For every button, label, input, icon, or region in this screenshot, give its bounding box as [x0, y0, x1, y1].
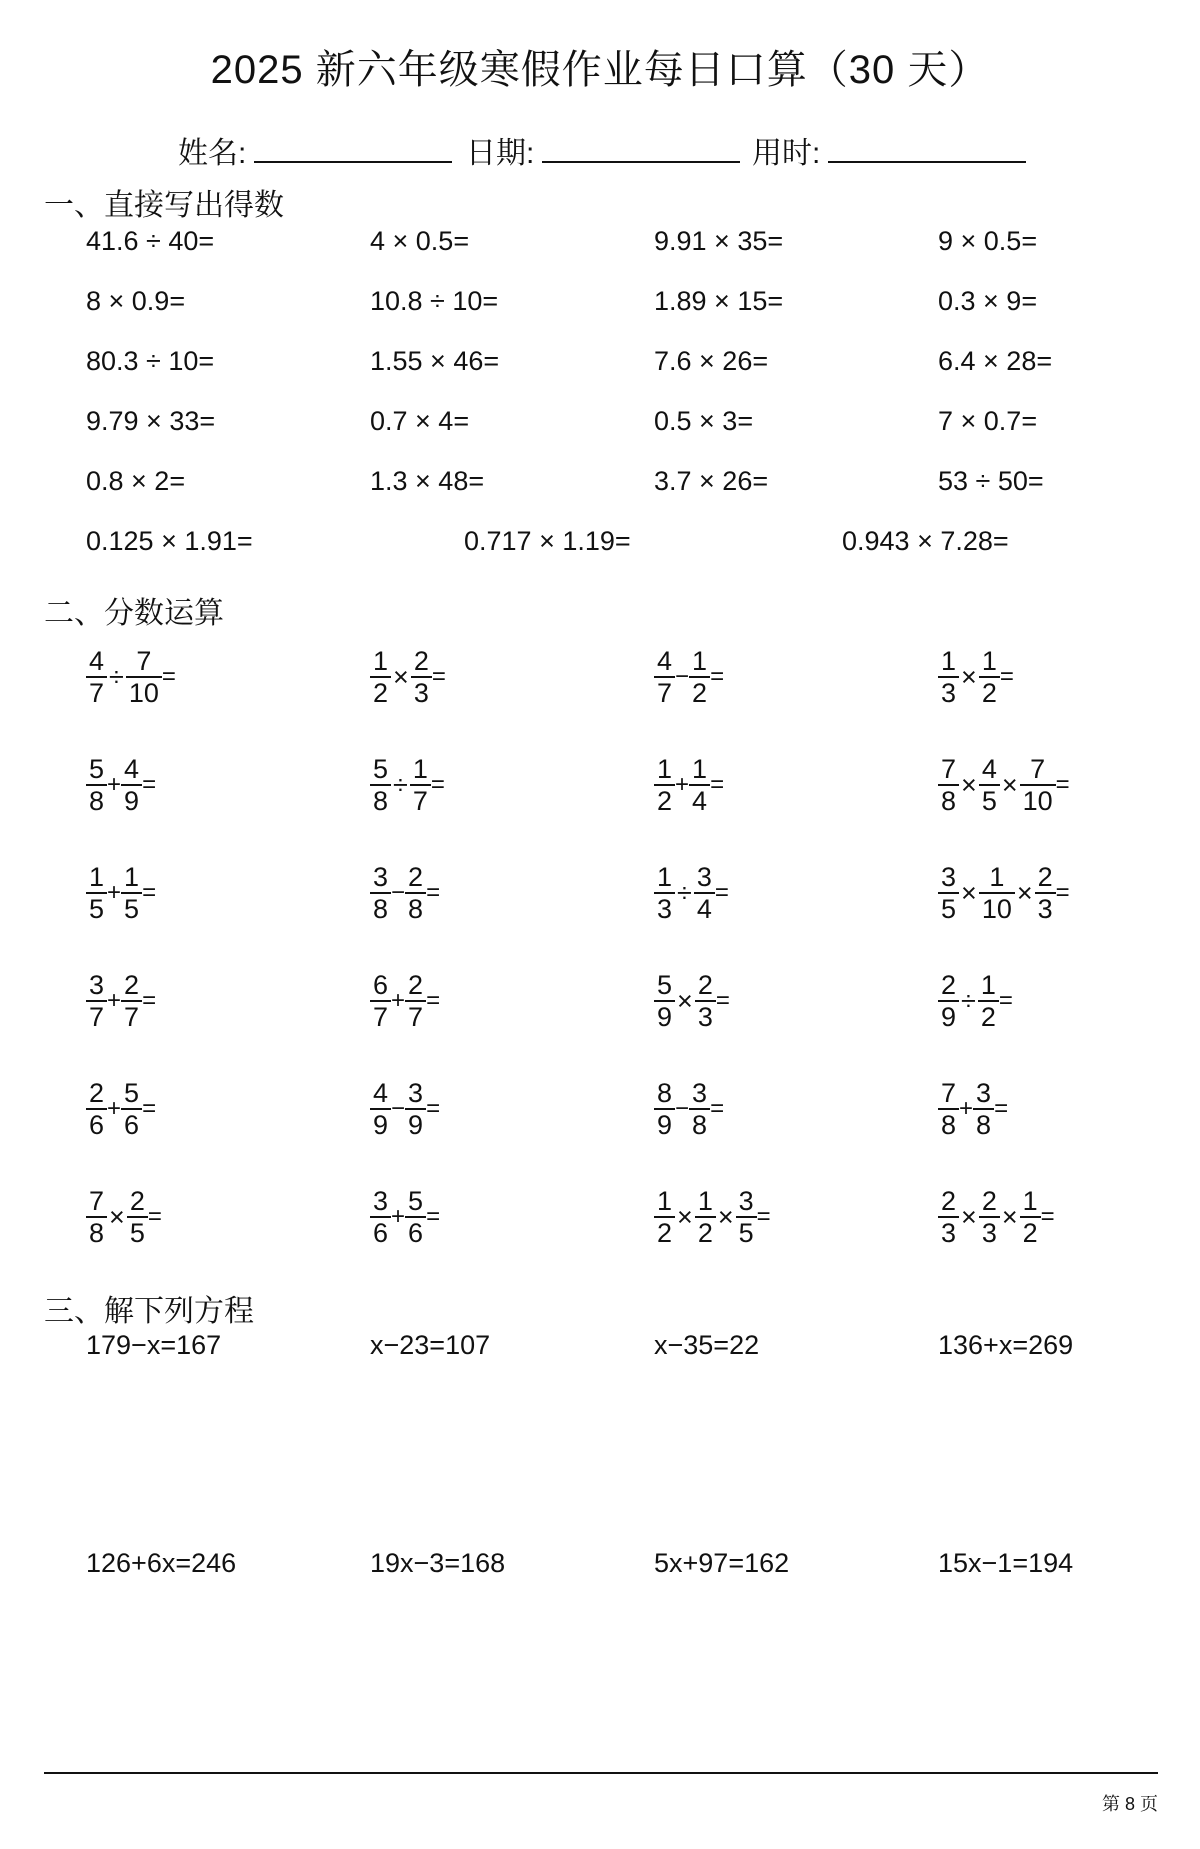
date-blank[interactable]	[542, 137, 740, 163]
denominator: 10	[126, 676, 162, 708]
operator: ×	[677, 1201, 693, 1232]
denominator: 9	[405, 1108, 426, 1140]
numerator: 1	[692, 754, 708, 784]
numerator: 1	[697, 1186, 713, 1216]
fraction	[973, 1078, 994, 1140]
numerator: 3	[373, 862, 389, 892]
calc-problem: 10.8 ÷ 10=	[370, 286, 499, 316]
fraction	[121, 754, 142, 816]
calc-problem: 0.717 × 1.19=	[464, 526, 631, 556]
calc-problem: 6.4 × 28=	[938, 346, 1053, 376]
equals-sign: =	[147, 1203, 162, 1230]
denominator: 6	[121, 1108, 142, 1140]
denominator: 9	[654, 1108, 675, 1140]
denominator: 7	[405, 1000, 426, 1032]
fraction	[979, 1186, 1000, 1248]
operator: ×	[1001, 769, 1018, 800]
page-number: 第 8 页	[1101, 1794, 1158, 1814]
denominator: 9	[938, 1000, 959, 1032]
equation-problem: 15x−1=194	[938, 1548, 1074, 1578]
equals-sign: =	[710, 1095, 725, 1122]
calc-problem: 9 × 0.5=	[938, 226, 1038, 256]
denominator: 2	[654, 784, 675, 816]
numerator: 2	[408, 862, 424, 892]
fraction	[654, 862, 675, 924]
equals-sign: =	[142, 771, 157, 798]
fraction-problem	[938, 862, 1070, 924]
denominator: 7	[121, 1000, 142, 1032]
operator: ×	[961, 1201, 977, 1232]
name-field[interactable]	[178, 128, 452, 172]
fraction	[654, 754, 675, 816]
date-label: 日期:	[466, 137, 535, 170]
calc-problem: 7.6 × 26=	[654, 346, 769, 376]
denominator: 8	[370, 784, 391, 816]
denominator: 8	[405, 892, 426, 924]
operator: ×	[1001, 1201, 1018, 1232]
equation-problem: 5x+97=162	[654, 1548, 790, 1578]
equals-sign: =	[142, 879, 157, 906]
fraction	[1020, 1186, 1041, 1248]
calc-problem: 9.91 × 35=	[654, 226, 784, 256]
fraction-problem	[938, 646, 1014, 708]
denominator: 7	[410, 784, 431, 816]
fraction	[86, 1078, 107, 1140]
fraction-problem	[370, 754, 445, 816]
operator: ÷	[393, 769, 408, 800]
fraction-problem	[654, 1078, 724, 1140]
numerator: 1	[657, 862, 673, 892]
fraction-problem	[370, 646, 446, 708]
numerator: 5	[657, 970, 673, 1000]
equals-sign: =	[431, 663, 446, 690]
fraction	[86, 1186, 107, 1248]
footer-divider	[44, 1772, 1158, 1774]
numerator: 1	[412, 754, 428, 784]
numerator: 1	[1022, 1186, 1038, 1216]
fraction-problem	[654, 754, 724, 816]
fraction	[654, 1078, 675, 1140]
equals-sign: =	[426, 1203, 441, 1230]
operator: +	[107, 1095, 122, 1122]
denominator: 5	[736, 1216, 757, 1248]
calc-problem: 0.943 × 7.28=	[842, 526, 1009, 556]
fraction	[979, 862, 1015, 924]
fraction	[938, 1186, 959, 1248]
numerator: 1	[373, 646, 389, 676]
denominator: 5	[121, 892, 142, 924]
fraction-problem	[86, 646, 176, 708]
equals-sign: =	[715, 987, 730, 1014]
name-blank[interactable]	[254, 137, 452, 163]
numerator: 3	[976, 1078, 992, 1108]
numerator: 3	[692, 1078, 708, 1108]
numerator: 1	[980, 970, 996, 1000]
numerator: 8	[657, 1078, 673, 1108]
numerator: 7	[941, 754, 957, 784]
section-1-title: 一、直接写出得数	[44, 189, 284, 222]
numerator: 1	[657, 1186, 673, 1216]
denominator: 2	[979, 676, 1000, 708]
denominator: 3	[654, 892, 675, 924]
numerator: 1	[657, 754, 673, 784]
numerator: 4	[981, 754, 997, 784]
equals-sign: =	[998, 987, 1013, 1014]
numerator: 7	[89, 1186, 105, 1216]
equation-problem: 179−x=167	[86, 1330, 222, 1360]
operator: +	[959, 1095, 974, 1122]
denominator: 2	[370, 676, 391, 708]
calc-problem: 8 × 0.9=	[86, 286, 186, 316]
time-blank[interactable]	[828, 137, 1026, 163]
numerator: 2	[89, 1078, 105, 1108]
section-3-title: 三、解下列方程	[44, 1295, 254, 1328]
equals-sign: =	[710, 663, 725, 690]
calc-problem: 0.7 × 4=	[370, 406, 470, 436]
fraction-problem	[654, 970, 730, 1032]
operator: ÷	[961, 985, 976, 1016]
denominator: 7	[370, 1000, 391, 1032]
fraction	[979, 754, 1000, 816]
fraction	[1035, 862, 1056, 924]
operator: ÷	[677, 877, 692, 908]
denominator: 7	[654, 676, 675, 708]
numerator: 4	[124, 754, 140, 784]
calc-problem: 1.3 × 48=	[370, 466, 485, 496]
denominator: 3	[695, 1000, 716, 1032]
numerator: 5	[373, 754, 389, 784]
operator: −	[675, 663, 690, 690]
fraction	[938, 646, 959, 708]
operator: +	[107, 879, 122, 906]
fraction	[1020, 754, 1056, 816]
calc-problem: 80.3 ÷ 10=	[86, 346, 215, 376]
fraction	[370, 1186, 391, 1248]
equation-problem: 126+6x=246	[86, 1548, 237, 1578]
operator: +	[391, 987, 406, 1014]
fraction	[405, 970, 426, 1032]
denominator: 5	[86, 892, 107, 924]
fraction-problem	[86, 754, 156, 816]
equals-sign: =	[426, 879, 441, 906]
operator: ×	[717, 1201, 734, 1232]
equals-sign: =	[142, 1095, 157, 1122]
denominator: 10	[1020, 784, 1056, 816]
numerator: 2	[413, 646, 429, 676]
fraction	[689, 646, 710, 708]
equation-problem: x−35=22	[654, 1330, 760, 1360]
fraction	[86, 646, 107, 708]
equals-sign: =	[710, 771, 725, 798]
equals-sign: =	[1055, 771, 1070, 798]
numerator: 3	[89, 970, 105, 1000]
equals-sign: =	[426, 987, 441, 1014]
equation-problem: 136+x=269	[938, 1330, 1074, 1360]
fraction	[126, 646, 162, 708]
fraction	[689, 1078, 710, 1140]
denominator: 8	[370, 892, 391, 924]
denominator: 9	[654, 1000, 675, 1032]
fraction	[405, 1078, 426, 1140]
numerator: 4	[89, 646, 105, 676]
operator: ×	[961, 769, 977, 800]
fraction	[411, 646, 432, 708]
fraction	[370, 646, 391, 708]
numerator: 1	[989, 862, 1005, 892]
operator: ÷	[109, 661, 124, 692]
numerator: 2	[941, 970, 957, 1000]
calc-problem: 0.3 × 9=	[938, 286, 1038, 316]
fraction	[654, 970, 675, 1032]
calc-problem: 0.125 × 1.91=	[86, 526, 253, 556]
fraction	[86, 862, 107, 924]
numerator: 3	[738, 1186, 754, 1216]
fraction	[689, 754, 710, 816]
calc-problem: 0.5 × 3=	[654, 406, 754, 436]
operator: ×	[393, 661, 409, 692]
fraction	[938, 862, 959, 924]
operator: ×	[677, 985, 693, 1016]
operator: +	[391, 1203, 406, 1230]
equals-sign: =	[1055, 879, 1070, 906]
fraction-problem	[938, 970, 1013, 1032]
page-title: 2025 新六年级寒假作业每日口算（30 天）	[210, 48, 990, 92]
fraction	[121, 970, 142, 1032]
operator: +	[675, 771, 690, 798]
denominator: 3	[411, 676, 432, 708]
denominator: 2	[654, 1216, 675, 1248]
numerator: 1	[89, 862, 105, 892]
denominator: 7	[86, 1000, 107, 1032]
fraction-problem	[654, 646, 724, 708]
denominator: 8	[86, 1216, 107, 1248]
numerator: 7	[1030, 754, 1046, 784]
fraction-problem	[938, 1078, 1008, 1140]
denominator: 8	[973, 1108, 994, 1140]
denominator: 8	[938, 1108, 959, 1140]
fraction	[370, 1078, 391, 1140]
fraction-problem	[370, 1186, 440, 1248]
equals-sign: =	[994, 1095, 1009, 1122]
operator: ×	[961, 877, 977, 908]
time-label: 用时:	[752, 137, 821, 170]
fraction	[86, 970, 107, 1032]
numerator: 4	[657, 646, 673, 676]
denominator: 3	[938, 676, 959, 708]
calc-problem: 4 × 0.5=	[370, 226, 470, 256]
operator: −	[391, 879, 406, 906]
section-2-title: 二、分数运算	[44, 597, 224, 630]
fraction-problem	[370, 862, 440, 924]
denominator: 4	[689, 784, 710, 816]
fraction-problem	[938, 754, 1070, 816]
denominator: 4	[694, 892, 715, 924]
fraction	[938, 1078, 959, 1140]
fraction	[654, 1186, 675, 1248]
operator: ×	[1016, 877, 1033, 908]
numerator: 3	[408, 1078, 424, 1108]
calc-problem: 1.55 × 46=	[370, 346, 500, 376]
equals-sign: =	[426, 1095, 441, 1122]
calc-problem: 9.79 × 33=	[86, 406, 216, 436]
fraction-problem	[654, 862, 729, 924]
time-field[interactable]	[752, 128, 1026, 172]
calc-problem: 0.8 × 2=	[86, 466, 186, 496]
fraction	[370, 862, 391, 924]
fraction	[121, 1078, 142, 1140]
numerator: 7	[941, 1078, 957, 1108]
calc-problem: 41.6 ÷ 40=	[86, 226, 215, 256]
fraction	[654, 646, 675, 708]
numerator: 2	[124, 970, 140, 1000]
numerator: 2	[941, 1186, 957, 1216]
denominator: 8	[938, 784, 959, 816]
denominator: 5	[127, 1216, 148, 1248]
denominator: 7	[86, 676, 107, 708]
equals-sign: =	[999, 663, 1014, 690]
calc-problem: 1.89 × 15=	[654, 286, 784, 316]
numerator: 5	[408, 1186, 424, 1216]
fraction	[938, 970, 959, 1032]
name-label: 姓名:	[178, 137, 247, 170]
fraction	[979, 646, 1000, 708]
numerator: 6	[373, 970, 389, 1000]
fraction	[410, 754, 431, 816]
fraction	[695, 970, 716, 1032]
numerator: 2	[408, 970, 424, 1000]
numerator: 3	[373, 1186, 389, 1216]
fraction	[370, 754, 391, 816]
numerator: 5	[89, 754, 105, 784]
equals-sign: =	[430, 771, 445, 798]
operator: −	[675, 1095, 690, 1122]
fraction	[86, 754, 107, 816]
denominator: 2	[689, 676, 710, 708]
fraction	[938, 754, 959, 816]
fraction	[405, 862, 426, 924]
equals-sign: =	[142, 987, 157, 1014]
operator: −	[391, 1095, 406, 1122]
fraction-problem	[86, 1078, 156, 1140]
denominator: 9	[121, 784, 142, 816]
calc-problem: 3.7 × 26=	[654, 466, 769, 496]
numerator: 2	[981, 1186, 997, 1216]
numerator: 3	[941, 862, 957, 892]
equals-sign: =	[1040, 1203, 1055, 1230]
numerator: 1	[941, 646, 957, 676]
numerator: 2	[1037, 862, 1053, 892]
fraction-problem	[86, 862, 156, 924]
fraction-problem	[654, 1186, 771, 1248]
denominator: 3	[979, 1216, 1000, 1248]
equals-sign: =	[161, 663, 176, 690]
calc-problem: 7 × 0.7=	[938, 406, 1038, 436]
fraction	[405, 1186, 426, 1248]
numerator: 1	[692, 646, 708, 676]
numerator: 5	[124, 1078, 140, 1108]
equation-problem: x−23=107	[370, 1330, 491, 1360]
denominator: 8	[86, 784, 107, 816]
numerator: 3	[696, 862, 712, 892]
denominator: 3	[938, 1216, 959, 1248]
fraction	[370, 970, 391, 1032]
fraction	[736, 1186, 757, 1248]
fraction-problem	[370, 970, 440, 1032]
fraction	[978, 970, 999, 1032]
denominator: 6	[405, 1216, 426, 1248]
denominator: 6	[370, 1216, 391, 1248]
denominator: 8	[689, 1108, 710, 1140]
fraction-problem	[938, 1186, 1055, 1248]
operator: ×	[109, 1201, 125, 1232]
denominator: 9	[370, 1108, 391, 1140]
operator: ×	[961, 661, 977, 692]
denominator: 6	[86, 1108, 107, 1140]
denominator: 5	[979, 784, 1000, 816]
fraction-problem	[86, 970, 156, 1032]
denominator: 10	[979, 892, 1015, 924]
numerator: 1	[124, 862, 140, 892]
denominator: 2	[695, 1216, 716, 1248]
numerator: 2	[697, 970, 713, 1000]
fraction-problem	[86, 1186, 162, 1248]
equals-sign: =	[714, 879, 729, 906]
equals-sign: =	[756, 1203, 771, 1230]
operator: +	[107, 987, 122, 1014]
calc-problem: 53 ÷ 50=	[938, 466, 1044, 496]
date-field[interactable]	[466, 128, 740, 172]
fraction	[694, 862, 715, 924]
fraction-problem	[370, 1078, 440, 1140]
equation-problem: 19x−3=168	[370, 1548, 506, 1578]
denominator: 5	[938, 892, 959, 924]
numerator: 2	[129, 1186, 145, 1216]
numerator: 1	[981, 646, 997, 676]
numerator: 7	[136, 646, 152, 676]
denominator: 2	[1020, 1216, 1041, 1248]
fraction	[121, 862, 142, 924]
operator: +	[107, 771, 122, 798]
numerator: 4	[373, 1078, 389, 1108]
fraction	[695, 1186, 716, 1248]
fraction	[127, 1186, 148, 1248]
denominator: 2	[978, 1000, 999, 1032]
denominator: 3	[1035, 892, 1056, 924]
